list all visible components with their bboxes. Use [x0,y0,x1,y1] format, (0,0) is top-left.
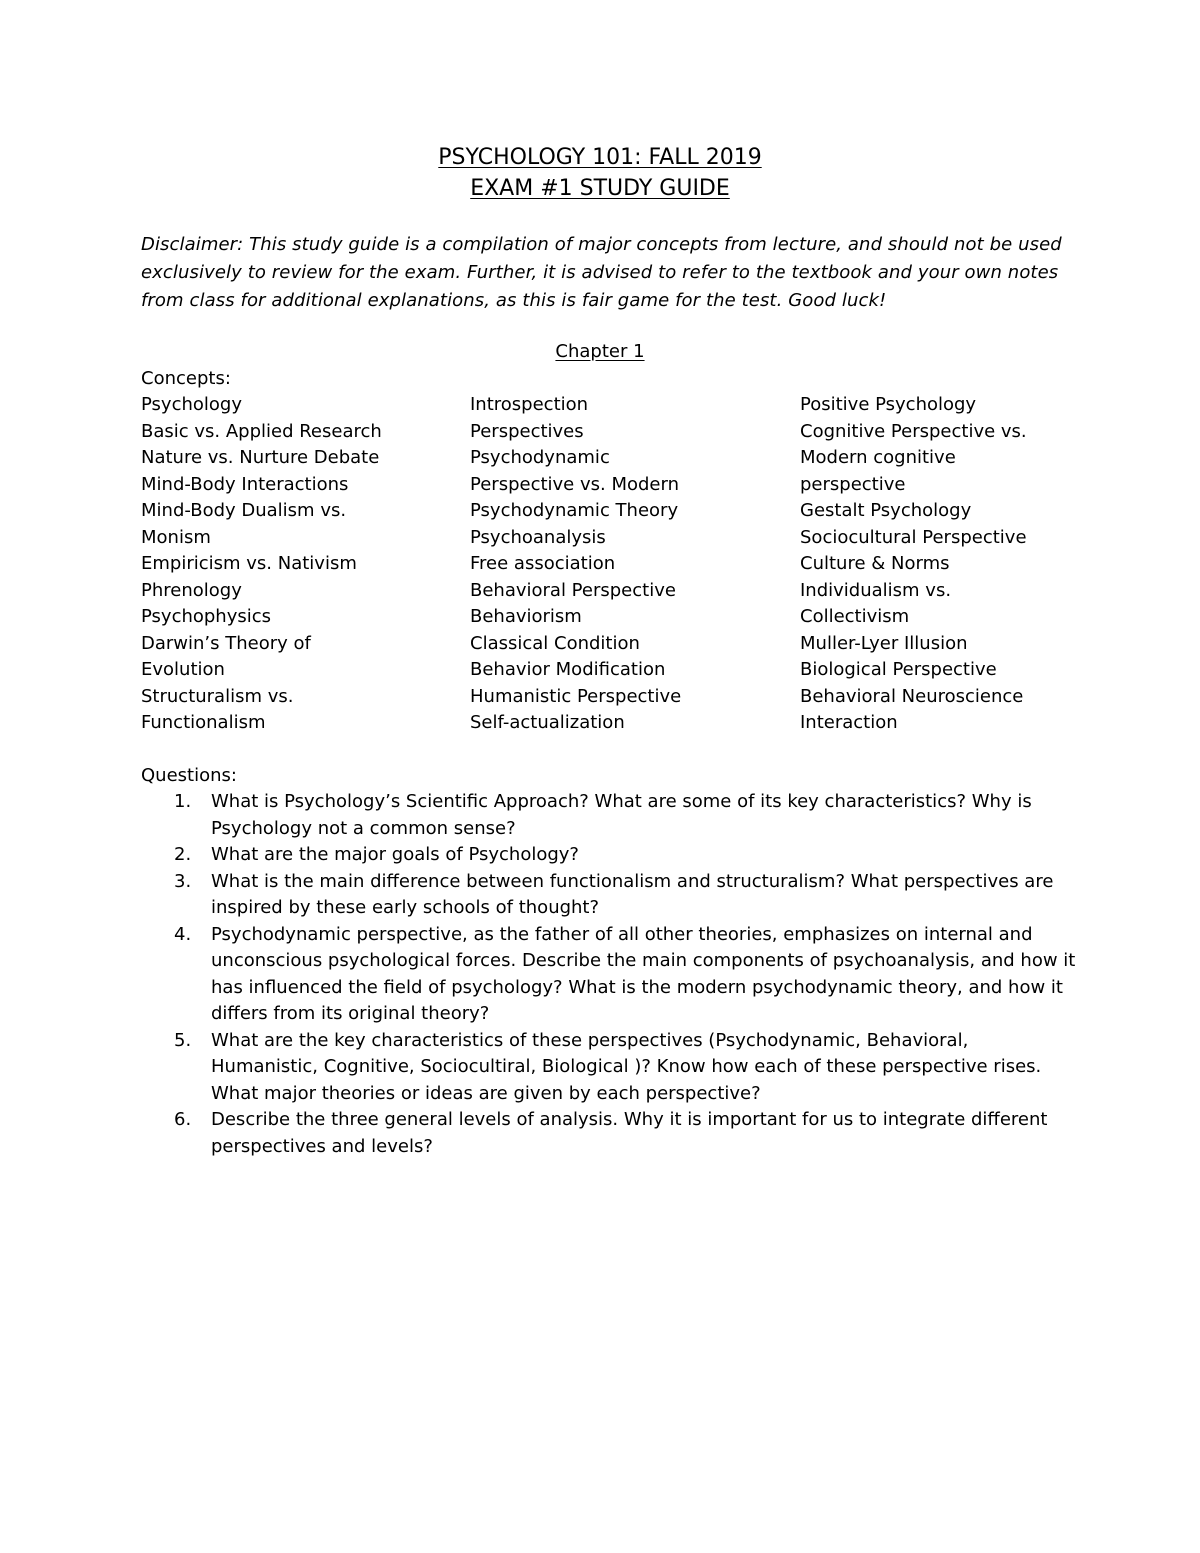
question-number: 1. [174,791,192,812]
question-number: 2. [174,844,192,865]
concept-item: Psychoanalysis [470,526,606,548]
question-text: What is the main difference between functionalism and structuralism? What perspectives are inspired by these early schools of thought? [211,870,1054,918]
concepts-column-1 [141,392,382,737]
questions-heading: Questions: [141,765,237,786]
concept-item: Free association [470,553,616,574]
concept-item: Empiricism vs. Nativism [141,553,357,574]
concept-item: Darwin’s Theory of [141,632,311,654]
concepts-column-3 [800,392,1027,737]
question-item [141,842,1076,869]
concept-item: Functionalism [141,712,266,733]
concept-item: Nature vs. Nurture Debate [141,447,380,468]
question-number: 3. [174,870,192,892]
concept-item: Psychodynamic Theory [470,500,679,521]
question-number: 6. [174,1109,192,1130]
question-number: 5. [174,1029,192,1051]
title-line-guide: EXAM #1 STUDY GUIDE [470,176,730,201]
concept-item: perspective [800,473,906,495]
concept-item: Modern cognitive [800,447,956,468]
concepts-column-2 [470,392,681,737]
concept-item: Humanistic Perspective [470,685,682,707]
question-number: 4. [174,923,192,945]
chapter-heading: Chapter 1 [555,341,645,362]
concept-item: Biological Perspective [800,659,997,680]
question-text: What are the major goals of Psychology? [211,844,579,865]
concept-item: Muller-Lyer Illusion [800,632,968,654]
concept-item: Behaviorism [470,606,582,627]
concept-item: Interaction [800,712,898,733]
concept-item: Mind-Body Dualism vs. [141,500,347,521]
concept-item: Mind-Body Interactions [141,473,349,495]
concept-item: Gestalt Psychology [800,500,972,521]
document-title [0,142,1200,204]
concept-item: Positive Psychology [800,394,977,415]
concept-item: Psychophysics [141,606,272,627]
concept-item: Collectivism [800,606,910,627]
concept-item: Sociocultural Perspective [800,526,1027,548]
concept-item: Behavior Modification [470,659,666,680]
concept-item: Classical Condition [470,632,640,654]
question-item [141,789,1076,842]
question-text: Describe the three general levels of analysis. Why it is important for us to integrate different perspectives and levels? [211,1109,1048,1157]
concept-item: Psychodynamic [470,447,610,468]
concept-item: Introspection [470,394,589,415]
concept-item: Culture & Norms [800,553,950,574]
question-text: What is Psychology’s Scientific Approach? What are some of its key characteristics? Why is Psychology not a common sense? [211,791,1032,839]
concept-item: Evolution [141,659,225,680]
concept-item: Basic vs. Applied Research [141,420,382,442]
concept-item: Behavioral Perspective [470,579,676,601]
questions-list [141,789,1076,1160]
concept-item: Cognitive Perspective vs. [800,420,1027,442]
question-item [141,1028,1076,1108]
title-line-course: PSYCHOLOGY 101: FALL 2019 [438,145,762,170]
concept-item: Behavioral Neuroscience [800,685,1024,707]
concept-item: Monism [141,526,211,548]
concept-item: Phrenology [141,579,242,601]
concept-item: Individualism vs. [800,579,952,601]
question-item [141,869,1076,922]
concept-item: Structuralism vs. [141,685,294,707]
disclaimer-paragraph: Disclaimer: This study guide is a compilation of major concepts from lecture, and should not be used exclusively to review for the exam. Further, it is advised to refer to the textbook and your own notes from class for additional explanations, as this is fair game for the test. Good luck! [141,234,1062,311]
concept-item: Psychology [141,394,242,415]
concept-item: Perspective vs. Modern [470,473,679,495]
question-text: Psychodynamic perspective, as the father of all other theories, emphasizes on internal and unconscious psychological forces. Describe the main components of psychoanalysis, and how it has influenced the field of psychology? What is the modern psychodynamic theory, and how it differs from its original theory? [211,923,1076,1024]
question-item [141,922,1076,1028]
concept-item: Perspectives [470,420,584,442]
concept-item: Self-actualization [470,712,625,733]
question-text: What are the key characteristics of these perspectives (Psychodynamic, Behavioral, Humanistic, Cognitive, Sociocultiral, Biological )? Know how each of these perspective rises. What major theories or ideas are given by each perspective? [211,1029,1042,1104]
question-item [141,1107,1076,1160]
concepts-heading: Concepts: [141,368,231,389]
